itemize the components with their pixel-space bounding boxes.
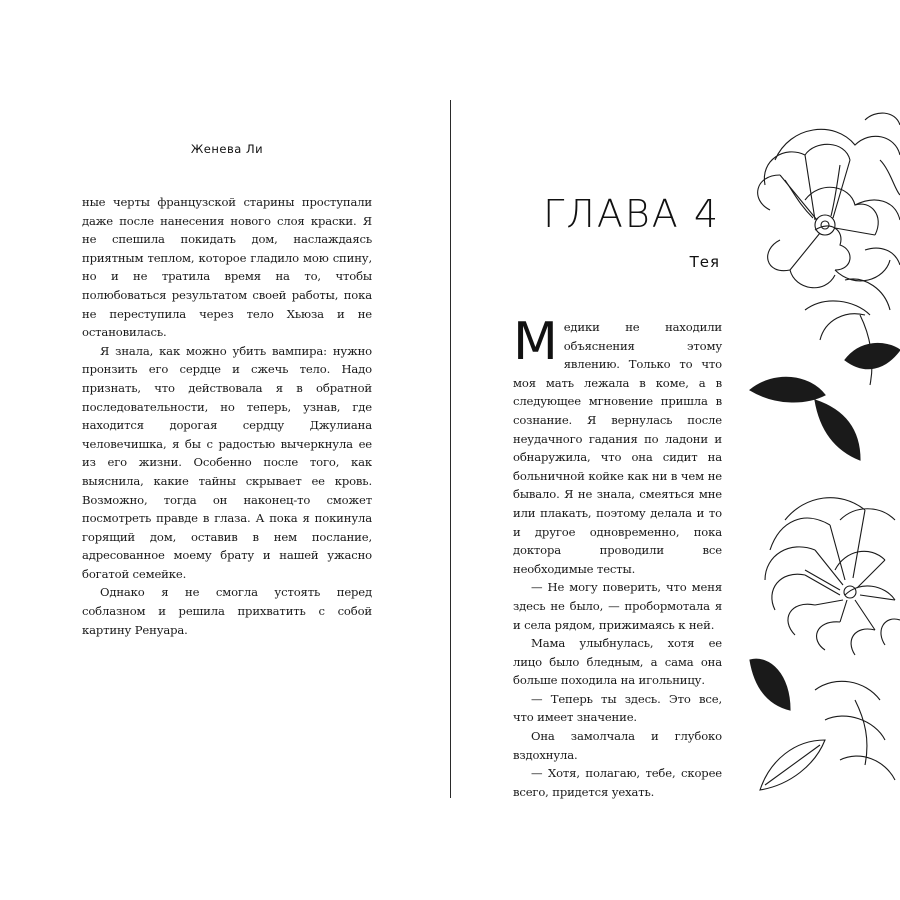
- flower-top-icon: [758, 113, 900, 288]
- right-paragraph: — Хотя, полагаю, тебе, скорее всего, придется уехать.: [513, 766, 722, 799]
- bottom-leaves-icon: [750, 659, 895, 790]
- page-gutter-divider: [450, 100, 451, 798]
- right-paragraph: — Не могу поверить, что меня здесь не было, — пробормотала я и села рядом, прижимаясь к ней.: [513, 580, 722, 632]
- chapter-subtitle: Тея: [689, 253, 720, 271]
- right-paragraph: Она замолчала и глубоко вздохнула.: [513, 729, 722, 762]
- chrysanthemum-icon: [765, 498, 900, 655]
- opening-paragraph-text: едики не находили объяснения этому явлению. Только то что моя мать лежала в коме, а в следующее мгновение пришла в сознание. Я вернулась после неудачного гадания по ладони и обнаружила, что она сидит на больничной койке как ни в чем не бывало. Я не знала, смеяться мне или плакать, поэтому делала и то и другое одновременно, пока доктора проводили все необходимые тесты.: [513, 320, 722, 576]
- opening-paragraph: [513, 312, 722, 578]
- right-page-body: [513, 312, 722, 801]
- left-page-body: [82, 193, 372, 639]
- left-paragraph: Я знала, как можно убить вампира: нужно пронзить его сердце и сжечь тело. Надо признать, что действовала я в обратной последовательности, но теперь, узнав, где находится дорогая сердцу Джулиана человечишка, я бы с радостью вычеркнула ее из его жизни. Особенно после того, как выяснила, какие тайны скрывает ее кровь. Возможно, тогда он наконец-то сможет посмотреть правде в глаза. А пока я покинула горящий дом, оставив в нем послание, адресованное моему брату и нашей ужасно богатой семейке.: [82, 343, 372, 581]
- drop-cap: М: [513, 312, 558, 372]
- left-paragraph: Однако я не смогла устоять перед соблазном и решила прихватить с собой картину Ренуара.: [82, 585, 372, 637]
- chapter-title: ГЛАВА 4: [543, 192, 720, 236]
- left-paragraph: ные черты французской старины проступали даже после нанесения нового слоя краски. Я не спешила покидать дом, наслаждаясь приятным теплом, которое гладило мою спину, но и не тратила время на то, чтобы полюбоваться результатом своей работы, пока не переступила через тело Хьюза и не остановилась.: [82, 195, 372, 340]
- leaves-icon: [750, 279, 900, 460]
- running-head: Женева Ли: [190, 142, 264, 156]
- floral-illustration-icon: [745, 100, 900, 800]
- right-paragraph: — Теперь ты здесь. Это все, что имеет значение.: [513, 691, 722, 725]
- right-paragraph: Мама улыбнулась, хотя ее лицо было бледным, а сама она больше походила на игольницу.: [513, 636, 722, 688]
